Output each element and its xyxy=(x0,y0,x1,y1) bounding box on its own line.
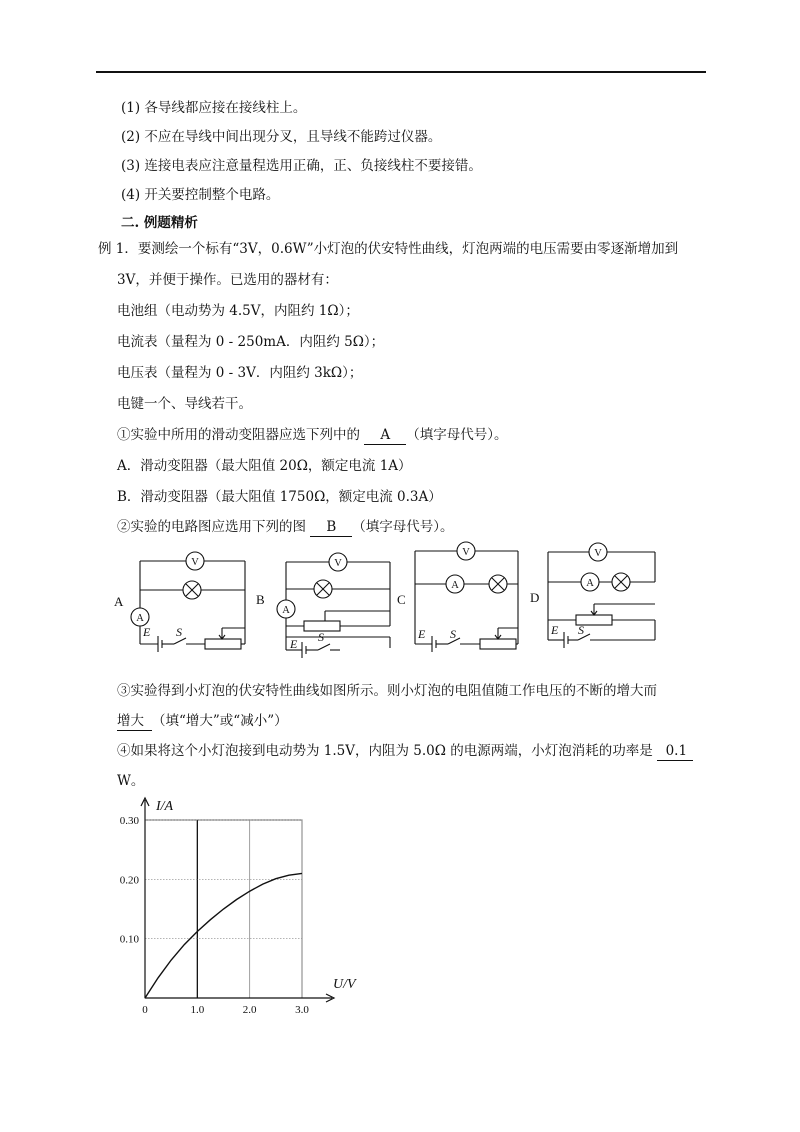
x-tick-label-0: 0 xyxy=(142,1004,148,1016)
question-2-answer: B xyxy=(310,518,352,537)
circuit-label-b: B xyxy=(256,592,265,607)
x-tick-label-2.0: 2.0 xyxy=(242,1004,257,1016)
emf-label-a: E xyxy=(143,625,151,639)
chart-series xyxy=(145,873,302,998)
note-4: (4) 开关要控制整个电路。 xyxy=(121,187,280,203)
iu-curve xyxy=(145,873,302,998)
example-intro-line2: 3V，并便于操作。已选用的器材有： xyxy=(117,272,338,288)
equipment-ammeter: 电流表（量程为 0 - 250mA．内阻约 5Ω）； xyxy=(117,334,385,350)
example-intro-line1: 例 1．要测绘一个标有“3V，0.6W”小灯泡的伏安特性曲线，灯泡两端的电压需要由零逐渐增加到 xyxy=(98,241,679,257)
option-b: B．滑动变阻器（最大阻值 1750Ω，额定电流 0.3A） xyxy=(117,489,442,505)
note-3: (3) 连接电表应注意量程选用正确，正、负接线柱不要接错。 xyxy=(121,158,482,174)
emf-label-d: E xyxy=(551,623,559,637)
y-tick-label-0.20: 0.20 xyxy=(119,874,139,887)
circuit-label-d: D xyxy=(530,590,540,605)
voltmeter-symbol-d: V xyxy=(594,548,602,559)
question-3-answer: 增大 xyxy=(117,712,152,731)
switch-label-d: S xyxy=(578,623,584,637)
question-3-post: （填“增大”或“减小”） xyxy=(152,713,288,729)
switch-label-a: S xyxy=(176,625,182,639)
equipment-voltmeter: 电压表（量程为 0 - 3V．内阻约 3kΩ）； xyxy=(117,365,363,381)
y-tick-label-0.30: 0.30 xyxy=(119,815,139,827)
x-axis-label: U/V xyxy=(333,977,356,992)
note-2: (2) 不应在导线中间出现分叉，且导线不能跨过仪器。 xyxy=(121,129,442,145)
question-4-answer: 0.1 xyxy=(657,742,693,761)
switch-label-c: S xyxy=(450,627,456,641)
question-1-post: （填字母代号）。 xyxy=(406,427,508,443)
x-tick-label-1.0: 1.0 xyxy=(190,1004,205,1016)
ammeter-symbol-c: A xyxy=(451,580,459,591)
circuit-label-c: C xyxy=(397,592,406,607)
chart-axes xyxy=(141,798,334,1002)
x-tick-label-3.0: 3.0 xyxy=(295,1004,309,1016)
emf-label-b: E xyxy=(290,637,298,651)
equipment-battery: 电池组（电动势为 4.5V，内阻约 1Ω）； xyxy=(117,303,359,319)
ammeter-symbol-d: A xyxy=(586,578,594,589)
voltmeter-symbol-a: V xyxy=(191,557,199,568)
chart-labels xyxy=(120,799,357,1016)
question-2-text: ②实验的电路图应选用下列的图 xyxy=(117,519,311,535)
voltmeter-symbol-b: V xyxy=(334,558,342,569)
y-tick-label-0.10: 0.10 xyxy=(119,933,139,946)
question-4-text: ④如果将这个小灯泡接到电动势为 1.5V，内阻为 5.0Ω 的电源两端，小灯泡消耗的功率是 xyxy=(117,743,658,759)
question-2-post: （填字母代号）。 xyxy=(352,519,454,535)
ammeter-symbol-a: A xyxy=(136,613,144,624)
equipment-switch-wires: 电键一个、导线若干。 xyxy=(117,396,252,412)
option-a: A．滑动变阻器（最大阻值 20Ω，额定电流 1A） xyxy=(117,458,412,474)
voltmeter-symbol-c: V xyxy=(462,547,470,558)
emf-label-c: E xyxy=(418,627,426,641)
ammeter-symbol-b: A xyxy=(282,605,290,616)
question-1-text: ①实验中所用的滑动变阻器应选下列中的 xyxy=(117,427,365,443)
y-axis-label: I/A xyxy=(156,799,174,814)
section-title: 二. 例题精析 xyxy=(121,215,198,231)
question-3-line1: ③实验得到小灯泡的伏安特性曲线如图所示。则小灯泡的电阻值随工作电压的不断的增大而 xyxy=(117,683,657,699)
switch-label-b: S xyxy=(318,630,324,644)
question-4-line2: W。 xyxy=(117,773,145,789)
circuit-label-a: A xyxy=(114,594,124,609)
note-1: (1) 各导线都应接在接线柱上。 xyxy=(121,100,307,116)
question-1-answer: A xyxy=(364,426,406,445)
